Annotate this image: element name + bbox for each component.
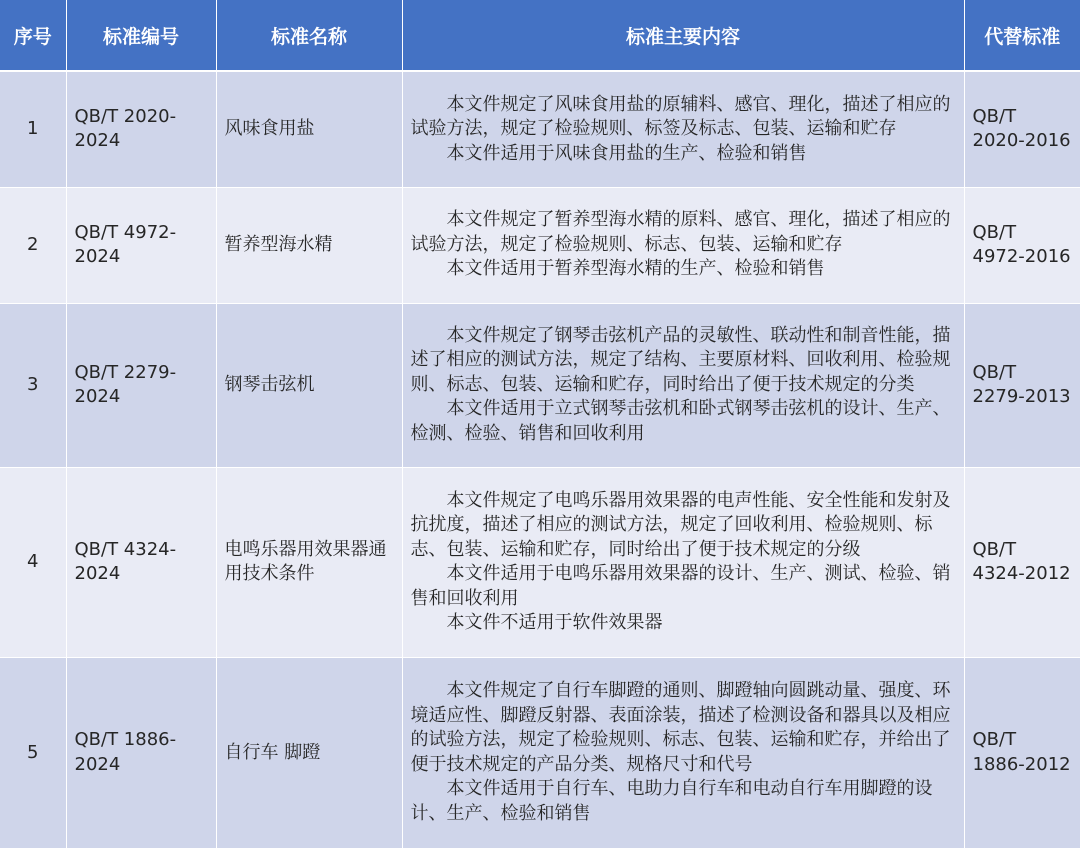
content-paragraph: 本文件规定了钢琴击弦机产品的灵敏性、联动性和制音性能，描述了相应的测试方法，规定了结构、主要原材料、回收利用、检验规则、标志、包装、运输和贮存，同时给出了便于技术规定的分类: [410, 324, 951, 395]
replaced-standard: QB/T 2020-2016: [964, 71, 1080, 187]
standard-code: QB/T 4972-2024: [66, 187, 216, 303]
row-index: 3: [0, 303, 66, 467]
content-paragraph: 本文件适用于暂养型海水精的生产、检验和销售: [446, 258, 825, 280]
standard-name: 自行车 脚蹬: [216, 657, 402, 848]
content-paragraph: 本文件规定了电鸣乐器用效果器的电声性能、安全性能和发射及抗扰度，描述了相应的测试方法，规定了回收利用、检验规则、标志、包装、运输和贮存，同时给出了便于技术规定的分级: [410, 489, 951, 560]
content-paragraph: 本文件规定了风味食用盐的原辅料、感官、理化，描述了相应的试验方法，规定了检验规则、标签及标志、包装、运输和贮存: [410, 93, 951, 140]
content-paragraph: 本文件适用于自行车、电助力自行车和电动自行车用脚蹬的设计、生产、检验和销售: [410, 778, 933, 824]
header-code: 标准编号: [66, 0, 216, 71]
replaced-standard: QB/T 4324-2012: [964, 467, 1080, 657]
content-paragraph: 本文件不适用于软件效果器: [446, 612, 663, 634]
header-name: 标准名称: [216, 0, 402, 71]
replaced-standard: QB/T 1886-2012: [964, 657, 1080, 848]
row-index: 2: [0, 187, 66, 303]
row-index: 1: [0, 71, 66, 187]
standard-code: QB/T 2020-2024: [66, 71, 216, 187]
replaced-standard: QB/T 4972-2016: [964, 187, 1080, 303]
content-paragraph: 本文件适用于电鸣乐器用效果器的设计、生产、测试、检验、销售和回收利用: [410, 563, 951, 609]
standard-name: 暂养型海水精: [216, 187, 402, 303]
standard-content: [402, 71, 964, 187]
table-row: [0, 303, 1080, 467]
row-index: 4: [0, 467, 66, 657]
content-paragraph: 本文件适用于立式钢琴击弦机和卧式钢琴击弦机的设计、生产、检测、检验、销售和回收利用: [410, 398, 951, 444]
standard-name: 风味食用盐: [216, 71, 402, 187]
standard-code: QB/T 4324-2024: [66, 467, 216, 657]
standard-content: [402, 303, 964, 467]
header-content: 标准主要内容: [402, 0, 964, 71]
table-row: [0, 657, 1080, 848]
standard-content: [402, 187, 964, 303]
header-index: 序号: [0, 0, 66, 71]
table-row: [0, 467, 1080, 657]
row-index: 5: [0, 657, 66, 848]
standard-name: 电鸣乐器用效果器通用技术条件: [216, 467, 402, 657]
content-paragraph: 本文件适用于风味食用盐的生产、检验和销售: [446, 142, 807, 164]
content-paragraph: 本文件规定了暂养型海水精的原料、感官、理化，描述了相应的试验方法，规定了检验规则、标志、包装、运输和贮存: [410, 209, 951, 255]
standard-code: QB/T 2279-2024: [66, 303, 216, 467]
table-header-row: [0, 0, 1080, 71]
standard-content: [402, 657, 964, 848]
content-paragraph: 本文件规定了自行车脚蹬的通则、脚蹬轴向圆跳动量、强度、环境适应性、脚蹬反射器、表面涂装，描述了检测设备和器具以及相应的试验方法，规定了检验规则、标志、包装、运输和贮存，并给出了便于技术规定的产品分类、规格尺寸和代号: [410, 680, 951, 775]
standard-content: [402, 467, 964, 657]
replaced-standard: QB/T 2279-2013: [964, 303, 1080, 467]
table-row: [0, 71, 1080, 187]
header-replaces: 代替标准: [964, 0, 1080, 71]
table-row: [0, 187, 1080, 303]
standard-code: QB/T 1886-2024: [66, 657, 216, 848]
standard-name: 钢琴击弦机: [216, 303, 402, 467]
